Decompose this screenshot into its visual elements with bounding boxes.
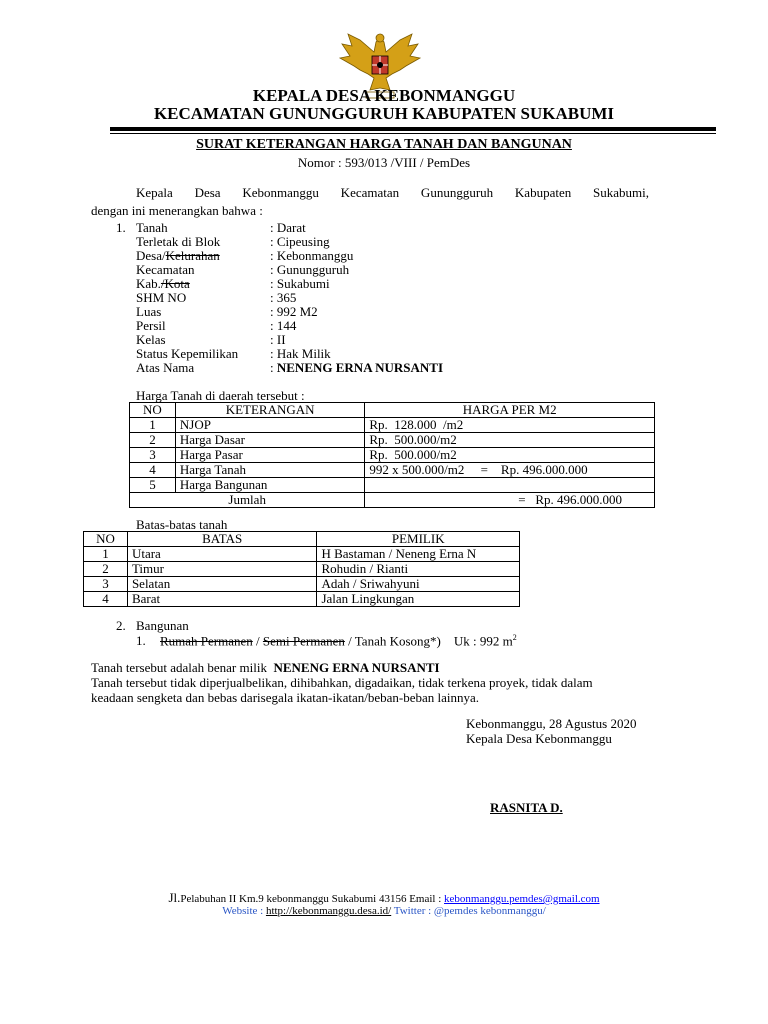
cell-harga: Rp. 500.000/m2 — [365, 433, 655, 448]
harga-caption: Harga Tanah di daerah tersebut : — [136, 388, 305, 403]
header-no: NO — [84, 532, 128, 547]
table-total-row — [130, 493, 655, 508]
label-tanah: Tanah — [136, 220, 168, 235]
cell-harga: Rp. 500.000/m2 — [365, 448, 655, 463]
cell-batas: Utara — [127, 547, 317, 562]
cell-harga — [365, 478, 655, 493]
table-row — [130, 418, 655, 433]
table-header-row — [130, 403, 655, 418]
value-atas-nama: : NENENG ERNA NURSANTI — [270, 360, 444, 375]
cell-keterangan: Harga Pasar — [175, 448, 364, 463]
table-row — [130, 463, 655, 478]
header-divider — [110, 127, 716, 131]
header-pemilik: PEMILIK — [317, 532, 520, 547]
table-row — [130, 448, 655, 463]
header-line1: KEPALA DESA KEBONMANGGU — [252, 86, 516, 105]
table-row — [84, 547, 520, 562]
cell-no: 4 — [130, 463, 176, 478]
footer-website-link[interactable]: http://kebonmanggu.desa.id/ — [265, 905, 392, 917]
cell-no: 2 — [84, 562, 128, 577]
item2-number: 2. — [116, 618, 126, 633]
cell-keterangan: Harga Dasar — [175, 433, 364, 448]
cell-pemilik: Rohudin / Rianti — [317, 562, 520, 577]
footer-address: Jl.Pelabuhan II Km.9 kebonmanggu Sukabumi 43156 Email : kebonmanggu.pemdes@gmail.com — [168, 890, 600, 905]
cell-keterangan: Harga Bangunan — [175, 478, 364, 493]
harga-table — [129, 402, 655, 508]
item2-sub-number: 1. — [136, 633, 146, 648]
cell-no: 2 — [130, 433, 176, 448]
signature-place-date: Kebonmanggu, 28 Agustus 2020 — [466, 716, 637, 731]
document-number: Nomor : 593/013 /VIII / PemDes — [297, 155, 471, 170]
cell-no: 5 — [130, 478, 176, 493]
cell-no: 4 — [84, 592, 128, 607]
value-luas: : 992 M2 — [270, 304, 318, 319]
label-kab: Kab./Kota — [136, 276, 190, 291]
value-tanah: : Darat — [270, 220, 306, 235]
table-row — [84, 592, 520, 607]
cell-pemilik: Adah / Sriwahyuni — [317, 577, 520, 592]
cell-no: 1 — [130, 418, 176, 433]
cell-keterangan: Harga Tanah — [175, 463, 364, 478]
table-header-row — [84, 532, 520, 547]
cell-total-value: = Rp. 496.000.000 — [365, 493, 655, 508]
item1-number: 1. — [116, 220, 126, 235]
item2-label: Bangunan — [136, 618, 189, 633]
value-desa: : Kebonmanggu — [270, 248, 354, 263]
value-blok: : Cipeusing — [270, 234, 330, 249]
cell-batas: Timur — [127, 562, 317, 577]
signature-position: Kepala Desa Kebonmanggu — [466, 731, 612, 746]
statement-line2: Tanah tersebut tidak diperjualbelikan, dihibahkan, digadaikan, tidak terkena proyek, tidak dalam — [91, 675, 593, 690]
header-divider-thin — [110, 133, 716, 134]
value-kecamatan: : Gunungguruh — [270, 262, 350, 277]
header-line2: KECAMATAN GUNUNGGURUH KABUPATEN SUKABUMI — [153, 104, 615, 123]
table-row — [130, 433, 655, 448]
label-kelas: Kelas — [136, 332, 166, 347]
label-shm: SHM NO — [136, 290, 187, 305]
label-persil: Persil — [136, 318, 166, 333]
header-harga: HARGA PER M2 — [365, 403, 655, 418]
bangunan-options: Rumah Permanen / Semi Permanen / Tanah Kosong*) Uk : 992 $m^2$ — [160, 633, 517, 649]
label-kecamatan: Kecamatan — [136, 262, 195, 277]
label-status: Status Kepemilikan — [136, 346, 239, 361]
signature-name: RASNITA D. — [490, 800, 563, 815]
cell-no: 3 — [130, 448, 176, 463]
header-no: NO — [130, 403, 176, 418]
document-title: SURAT KETERANGAN HARGA TANAH DAN BANGUNAN — [196, 137, 572, 152]
statement-line1: Tanah tersebut adalah benar milik NENENG ERNA NURSANTI — [91, 660, 440, 675]
footer-web: Website : http://kebonmanggu.desa.id/ Twitter : @pemdes kebonmanggu/ — [222, 905, 546, 917]
table-row — [130, 478, 655, 493]
intro-line2: dengan ini menerangkan bahwa : — [91, 203, 263, 218]
label-blok: Terletak di Blok — [136, 234, 221, 249]
header-batas: BATAS — [127, 532, 317, 547]
cell-no: 1 — [84, 547, 128, 562]
cell-pemilik: Jalan Lingkungan — [317, 592, 520, 607]
value-kab: : Sukabumi — [270, 276, 330, 291]
cell-harga: 992 x 500.000/m2 = Rp. 496.000.000 — [365, 463, 655, 478]
cell-harga: Rp. 128.000 /m2 — [365, 418, 655, 433]
footer-email-link[interactable]: kebonmanggu.pemdes@gmail.com — [444, 893, 600, 905]
table-row — [84, 577, 520, 592]
header-keterangan: KETERANGAN — [175, 403, 364, 418]
cell-pemilik: H Bastaman / Neneng Erna N — [317, 547, 520, 562]
batas-table — [83, 531, 520, 607]
intro-line1: Kepala Desa Kebonmanggu Kecamatan Gunungguruh Kabupaten Sukabumi, — [136, 185, 649, 200]
cell-no: 3 — [84, 577, 128, 592]
value-kelas: : II — [270, 332, 286, 347]
cell-batas: Selatan — [127, 577, 317, 592]
label-atas-nama: Atas Nama — [136, 360, 195, 375]
value-shm: : 365 — [270, 290, 297, 305]
table-row — [84, 562, 520, 577]
cell-keterangan: NJOP — [175, 418, 364, 433]
batas-caption: Batas-batas tanah — [136, 517, 228, 532]
cell-total-label: Jumlah — [130, 493, 365, 508]
value-persil: : 144 — [270, 318, 297, 333]
label-luas: Luas — [136, 304, 162, 319]
value-status: : Hak Milik — [270, 346, 331, 361]
cell-batas: Barat — [127, 592, 317, 607]
label-desa: Desa/Kelurahan — [136, 248, 220, 263]
statement-line3: keadaan sengketa dan bebas darisegala ikatan-ikatan/beban-beban lainnya. — [91, 690, 480, 705]
